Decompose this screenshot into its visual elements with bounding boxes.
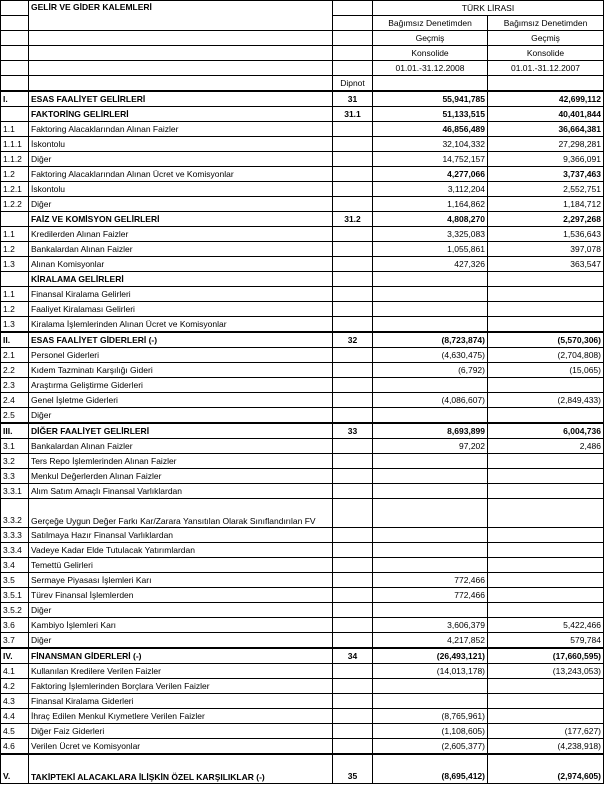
row-value-2007 xyxy=(488,272,604,287)
table-row xyxy=(1,709,604,724)
table-row xyxy=(1,573,604,588)
row-value-2008 xyxy=(373,317,488,333)
row-note xyxy=(333,603,373,618)
row-value-2008: 4,217,852 xyxy=(373,633,488,649)
row-value-2008 xyxy=(373,454,488,469)
row-label: İhraç Edilen Menkul Kıymetlere Verilen Faizler xyxy=(29,709,333,724)
row-value-2007: 3,737,463 xyxy=(488,167,604,182)
row-note xyxy=(333,573,373,588)
table-row xyxy=(1,528,604,543)
row-note xyxy=(333,197,373,212)
currency-header: TÜRK LİRASI xyxy=(373,1,604,16)
table-row xyxy=(1,332,604,348)
row-value-2007: 40,401,844 xyxy=(488,107,604,122)
row-label: FAKTORİNG GELİRLERİ xyxy=(29,107,333,122)
row-value-2008 xyxy=(373,272,488,287)
row-number: III. xyxy=(1,423,29,439)
row-label: Bankalardan Alınan Faizler xyxy=(29,439,333,454)
col-b-header-line2: Geçmiş xyxy=(488,31,604,46)
row-note: 34 xyxy=(333,648,373,664)
table-row xyxy=(1,182,604,197)
row-note: 35 xyxy=(333,754,373,784)
row-value-2007: (2,974,605) xyxy=(488,754,604,784)
row-value-2008: 14,752,157 xyxy=(373,152,488,167)
table-row xyxy=(1,227,604,242)
row-value-2008: 55,941,785 xyxy=(373,91,488,107)
table-row xyxy=(1,558,604,573)
row-value-2008: (14,013,178) xyxy=(373,664,488,679)
row-label: İskontolu xyxy=(29,137,333,152)
row-note: 31 xyxy=(333,91,373,107)
table-row xyxy=(1,212,604,227)
row-note xyxy=(333,543,373,558)
row-value-2008: 32,104,332 xyxy=(373,137,488,152)
row-note xyxy=(333,242,373,257)
row-value-2007: 579,784 xyxy=(488,633,604,649)
row-value-2008: 51,133,515 xyxy=(373,107,488,122)
row-note xyxy=(333,152,373,167)
table-row xyxy=(1,257,604,272)
row-number xyxy=(1,107,29,122)
row-label: Temettü Gelirleri xyxy=(29,558,333,573)
row-label: Araştırma Geliştirme Giderleri xyxy=(29,378,333,393)
row-value-2008 xyxy=(373,694,488,709)
table-row xyxy=(1,393,604,408)
row-value-2008: 772,466 xyxy=(373,588,488,603)
row-note xyxy=(333,227,373,242)
row-label: Menkul Değerlerden Alınan Faizler xyxy=(29,469,333,484)
row-value-2007: 2,552,751 xyxy=(488,182,604,197)
row-number: 3.3.1 xyxy=(1,484,29,499)
row-value-2007 xyxy=(488,454,604,469)
row-label: Kambiyo İşlemleri Karı xyxy=(29,618,333,633)
col-a-header-line3: Konsolide xyxy=(373,46,488,61)
row-value-2008: (8,695,412) xyxy=(373,754,488,784)
row-number: IV. xyxy=(1,648,29,664)
row-number: 2.4 xyxy=(1,393,29,408)
row-note xyxy=(333,739,373,755)
table-row xyxy=(1,152,604,167)
row-value-2007 xyxy=(488,302,604,317)
row-label: Satılmaya Hazır Finansal Varlıklardan xyxy=(29,528,333,543)
row-note xyxy=(333,709,373,724)
row-value-2008: 1,164,862 xyxy=(373,197,488,212)
row-number: 3.5 xyxy=(1,573,29,588)
row-number: II. xyxy=(1,332,29,348)
row-note xyxy=(333,694,373,709)
row-value-2008: 427,326 xyxy=(373,257,488,272)
row-value-2007 xyxy=(488,499,604,528)
row-value-2007 xyxy=(488,543,604,558)
row-value-2007: (2,849,433) xyxy=(488,393,604,408)
table-row xyxy=(1,348,604,363)
table-row xyxy=(1,484,604,499)
row-value-2008: 8,693,899 xyxy=(373,423,488,439)
row-value-2007 xyxy=(488,408,604,424)
row-value-2008 xyxy=(373,484,488,499)
row-note xyxy=(333,484,373,499)
row-value-2007: 397,078 xyxy=(488,242,604,257)
statement-title: GELİR VE GİDER KALEMLERİ xyxy=(29,1,333,31)
row-note xyxy=(333,378,373,393)
row-note xyxy=(333,408,373,424)
row-value-2008: 772,466 xyxy=(373,573,488,588)
row-label: Gerçeğe Uygun Değer Farkı Kar/Zarara Yansıtılan Olarak Sınıflandırılan FV xyxy=(29,499,333,528)
table-row xyxy=(1,633,604,649)
row-number: 3.5.2 xyxy=(1,603,29,618)
row-value-2007: (4,238,918) xyxy=(488,739,604,755)
row-number: 3.5.1 xyxy=(1,588,29,603)
row-value-2007: 6,004,736 xyxy=(488,423,604,439)
table-row xyxy=(1,754,604,784)
row-number: 1.1.2 xyxy=(1,152,29,167)
row-note xyxy=(333,499,373,528)
table-row xyxy=(1,694,604,709)
row-value-2007: 27,298,281 xyxy=(488,137,604,152)
table-row xyxy=(1,378,604,393)
row-number: 3.7 xyxy=(1,633,29,649)
row-number: 1.3 xyxy=(1,317,29,333)
row-value-2008 xyxy=(373,558,488,573)
col-a-header-line2: Geçmiş xyxy=(373,31,488,46)
row-value-2008: (4,630,475) xyxy=(373,348,488,363)
row-value-2008: 1,055,861 xyxy=(373,242,488,257)
row-label: Alım Satım Amaçlı Finansal Varlıklardan xyxy=(29,484,333,499)
table-row xyxy=(1,739,604,755)
row-label: Personel Giderleri xyxy=(29,348,333,363)
row-label: TAKİPTEKİ ALACAKLARA İLİŞKİN ÖZEL KARŞILIKLAR (-) xyxy=(29,754,333,784)
row-value-2007: 2,486 xyxy=(488,439,604,454)
table-row xyxy=(1,408,604,424)
row-number: 4.2 xyxy=(1,679,29,694)
note-column-header: Dipnot xyxy=(333,76,373,92)
row-value-2008: 3,325,083 xyxy=(373,227,488,242)
row-label: Faktoring Alacaklarından Alınan Ücret ve Komisyonlar xyxy=(29,167,333,182)
row-value-2007: (15,065) xyxy=(488,363,604,378)
row-note xyxy=(333,558,373,573)
row-value-2007: (2,704,808) xyxy=(488,348,604,363)
table-row xyxy=(1,724,604,739)
row-number: I. xyxy=(1,91,29,107)
row-number xyxy=(1,272,29,287)
row-label: FAİZ VE KOMİSYON GELİRLERİ xyxy=(29,212,333,227)
row-value-2008 xyxy=(373,469,488,484)
row-number: 3.6 xyxy=(1,618,29,633)
row-label: Genel İşletme Giderleri xyxy=(29,393,333,408)
table-row xyxy=(1,618,604,633)
row-value-2007: 36,664,381 xyxy=(488,122,604,137)
col-b-header-line3: Konsolide xyxy=(488,46,604,61)
row-value-2008: (6,792) xyxy=(373,363,488,378)
row-value-2008: (1,108,605) xyxy=(373,724,488,739)
col-a-header-line1: Bağımsız Denetimden xyxy=(373,16,488,31)
row-value-2008 xyxy=(373,528,488,543)
row-label: Kredilerden Alınan Faizler xyxy=(29,227,333,242)
row-value-2007 xyxy=(488,378,604,393)
row-value-2008: 4,808,270 xyxy=(373,212,488,227)
row-label: Bankalardan Alınan Faizler xyxy=(29,242,333,257)
row-note xyxy=(333,257,373,272)
row-number: 2.2 xyxy=(1,363,29,378)
table-row xyxy=(1,499,604,528)
row-value-2007 xyxy=(488,573,604,588)
row-note xyxy=(333,439,373,454)
row-value-2007 xyxy=(488,709,604,724)
row-label: Diğer xyxy=(29,197,333,212)
row-number: 2.3 xyxy=(1,378,29,393)
row-note: 31.1 xyxy=(333,107,373,122)
row-number: 4.3 xyxy=(1,694,29,709)
row-number: 2.5 xyxy=(1,408,29,424)
table-row xyxy=(1,543,604,558)
row-number: 1.1 xyxy=(1,122,29,137)
row-number: 4.4 xyxy=(1,709,29,724)
row-value-2007 xyxy=(488,484,604,499)
row-number: V. xyxy=(1,754,29,784)
table-row xyxy=(1,317,604,333)
row-note xyxy=(333,302,373,317)
row-value-2007 xyxy=(488,528,604,543)
row-number: 1.1 xyxy=(1,227,29,242)
row-number: 1.2 xyxy=(1,167,29,182)
row-value-2007: 1,536,643 xyxy=(488,227,604,242)
table-row xyxy=(1,272,604,287)
table-row xyxy=(1,423,604,439)
row-label: Diğer xyxy=(29,152,333,167)
table-row xyxy=(1,122,604,137)
row-value-2008 xyxy=(373,679,488,694)
row-label: Sermaye Piyasası İşlemleri Karı xyxy=(29,573,333,588)
row-label: Diğer xyxy=(29,603,333,618)
row-note xyxy=(333,137,373,152)
table-row xyxy=(1,454,604,469)
row-value-2008: 3,606,379 xyxy=(373,618,488,633)
table-row xyxy=(1,469,604,484)
table-row xyxy=(1,91,604,107)
row-label: FİNANSMAN GİDERLERİ (-) xyxy=(29,648,333,664)
row-note xyxy=(333,393,373,408)
row-label: Ters Repo İşlemlerinden Alınan Faizler xyxy=(29,454,333,469)
row-note xyxy=(333,182,373,197)
row-number: 2.1 xyxy=(1,348,29,363)
row-value-2008: 46,856,489 xyxy=(373,122,488,137)
row-value-2007 xyxy=(488,679,604,694)
table-row xyxy=(1,363,604,378)
table-row xyxy=(1,664,604,679)
row-label: İskontolu xyxy=(29,182,333,197)
row-note xyxy=(333,287,373,302)
row-value-2008: 97,202 xyxy=(373,439,488,454)
row-value-2008: 4,277,066 xyxy=(373,167,488,182)
row-label: Faaliyet Kiralaması Gelirleri xyxy=(29,302,333,317)
row-note: 31.2 xyxy=(333,212,373,227)
row-label: Finansal Kiralama Gelirleri xyxy=(29,287,333,302)
row-value-2007: 9,366,091 xyxy=(488,152,604,167)
row-value-2007 xyxy=(488,558,604,573)
row-value-2008: (4,086,607) xyxy=(373,393,488,408)
col-b-header-line1: Bağımsız Denetimden xyxy=(488,16,604,31)
row-label: Verilen Ücret ve Komisyonlar xyxy=(29,739,333,755)
row-number: 1.1 xyxy=(1,287,29,302)
row-value-2007: 5,422,466 xyxy=(488,618,604,633)
row-note: 33 xyxy=(333,423,373,439)
row-label: Diğer Faiz Giderleri xyxy=(29,724,333,739)
row-value-2008 xyxy=(373,287,488,302)
table-row xyxy=(1,302,604,317)
row-note xyxy=(333,469,373,484)
row-number: 3.4 xyxy=(1,558,29,573)
row-value-2007: 363,547 xyxy=(488,257,604,272)
col-b-period: 01.01.-31.12.2007 xyxy=(488,61,604,76)
row-label: ESAS FAALİYET GELİRLERİ xyxy=(29,91,333,107)
row-value-2007: (177,627) xyxy=(488,724,604,739)
row-value-2008: (2,605,377) xyxy=(373,739,488,755)
row-note xyxy=(333,724,373,739)
row-value-2008: (26,493,121) xyxy=(373,648,488,664)
row-note xyxy=(333,588,373,603)
row-value-2007 xyxy=(488,588,604,603)
row-number: 1.2 xyxy=(1,302,29,317)
table-row xyxy=(1,603,604,618)
row-value-2008: (8,765,961) xyxy=(373,709,488,724)
row-label: Kiralama İşlemlerinden Alınan Ücret ve Komisyonlar xyxy=(29,317,333,333)
row-note xyxy=(333,348,373,363)
row-note xyxy=(333,363,373,378)
row-value-2007: (13,243,053) xyxy=(488,664,604,679)
table-row xyxy=(1,137,604,152)
row-number xyxy=(1,212,29,227)
table-row xyxy=(1,197,604,212)
row-number: 1.2 xyxy=(1,242,29,257)
row-label: Alınan Komisyonlar xyxy=(29,257,333,272)
row-label: Diğer xyxy=(29,408,333,424)
row-note xyxy=(333,454,373,469)
row-value-2008 xyxy=(373,302,488,317)
row-value-2007: 2,297,268 xyxy=(488,212,604,227)
row-value-2007 xyxy=(488,317,604,333)
row-value-2007: (17,660,595) xyxy=(488,648,604,664)
row-value-2007: 42,699,112 xyxy=(488,91,604,107)
row-value-2007 xyxy=(488,469,604,484)
row-number: 4.1 xyxy=(1,664,29,679)
row-number: 4.6 xyxy=(1,739,29,755)
table-row xyxy=(1,439,604,454)
row-number: 3.3.2 xyxy=(1,499,29,528)
col-a-period: 01.01.-31.12.2008 xyxy=(373,61,488,76)
table-row xyxy=(1,167,604,182)
row-note xyxy=(333,272,373,287)
row-value-2007 xyxy=(488,694,604,709)
table-row xyxy=(1,679,604,694)
row-label: Kıdem Tazminatı Karşılığı Gideri xyxy=(29,363,333,378)
row-label: Vadeye Kadar Elde Tutulacak Yatırımlardan xyxy=(29,543,333,558)
table-row xyxy=(1,588,604,603)
row-number: 1.3 xyxy=(1,257,29,272)
row-note: 32 xyxy=(333,332,373,348)
table-row xyxy=(1,107,604,122)
row-label: Kullanılan Kredilere Verilen Faizler xyxy=(29,664,333,679)
row-value-2008 xyxy=(373,499,488,528)
row-value-2008 xyxy=(373,408,488,424)
row-value-2008: 3,112,204 xyxy=(373,182,488,197)
row-number: 3.1 xyxy=(1,439,29,454)
row-number: 3.3.4 xyxy=(1,543,29,558)
row-value-2008: (8,723,874) xyxy=(373,332,488,348)
row-note xyxy=(333,122,373,137)
row-value-2008 xyxy=(373,543,488,558)
table-row xyxy=(1,648,604,664)
row-note xyxy=(333,618,373,633)
row-value-2007 xyxy=(488,287,604,302)
row-value-2007 xyxy=(488,603,604,618)
row-value-2007: 1,184,712 xyxy=(488,197,604,212)
row-note xyxy=(333,167,373,182)
table-row xyxy=(1,242,604,257)
row-note xyxy=(333,664,373,679)
row-label: Faktoring İşlemlerinden Borçlara Verilen Faizler xyxy=(29,679,333,694)
row-label: DİĞER FAALİYET GELİRLERİ xyxy=(29,423,333,439)
row-label: ESAS FAALİYET GİDERLERİ (-) xyxy=(29,332,333,348)
row-number: 1.2.1 xyxy=(1,182,29,197)
row-label: Finansal Kiralama Giderleri xyxy=(29,694,333,709)
row-label: Türev Finansal İşlemlerden xyxy=(29,588,333,603)
row-number: 3.3 xyxy=(1,469,29,484)
row-number: 4.5 xyxy=(1,724,29,739)
row-number: 3.3.3 xyxy=(1,528,29,543)
row-label: Diğer xyxy=(29,633,333,649)
row-number: 1.2.2 xyxy=(1,197,29,212)
row-note xyxy=(333,317,373,333)
row-value-2007: (5,570,306) xyxy=(488,332,604,348)
row-number: 1.1.1 xyxy=(1,137,29,152)
row-note xyxy=(333,633,373,649)
row-value-2008 xyxy=(373,603,488,618)
row-note xyxy=(333,679,373,694)
table-row xyxy=(1,287,604,302)
row-label: Faktoring Alacaklarından Alınan Faizler xyxy=(29,122,333,137)
row-value-2008 xyxy=(373,378,488,393)
row-label: KİRALAMA GELİRLERİ xyxy=(29,272,333,287)
row-note xyxy=(333,528,373,543)
row-number: 3.2 xyxy=(1,454,29,469)
